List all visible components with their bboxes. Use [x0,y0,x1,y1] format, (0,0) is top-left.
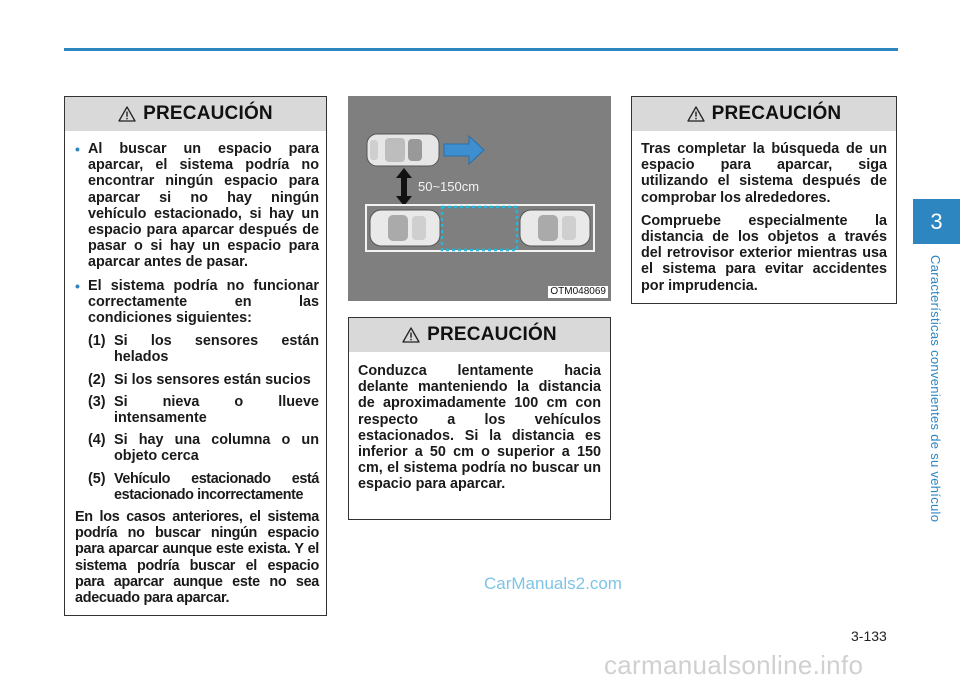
figure-code: OTM048069 [550,286,606,297]
condition-item [88,471,319,503]
condition-item [88,372,319,388]
precaution-title: PRECAUCIÓN [711,103,842,124]
condition-item [88,394,319,426]
moving-car-icon [367,134,439,166]
warning-triangle-icon [118,106,136,122]
precaution-body [349,352,610,493]
parking-search-figure [348,96,611,301]
condition-text: Vehículo estacionado está estacionado incorrectamente [114,470,319,503]
warning-triangle-icon [687,106,705,122]
precaution-header [349,318,610,352]
header-rule [64,48,898,51]
precaution-closing-text: En los casos anteriores, el sistema podría no buscar ningún espacio para aparcar aunque este exista. Y el sistema podría buscar el espacio para aparcar aunque este no sea adecuado para aparcar. [75,509,319,607]
precaution-body [65,131,326,606]
bullet-dot-icon: • [75,141,80,157]
bullet-item [75,278,319,327]
condition-number: (2) [88,371,106,388]
condition-text: Si nieva o llueve intensamente [114,393,319,427]
condition-number: (4) [88,432,106,449]
condition-item [88,333,319,365]
condition-number: (5) [88,470,106,487]
bullet-dot-icon: • [75,277,80,294]
precaution-box-right [631,96,897,304]
condition-number: (3) [88,393,106,410]
free-space-outline [442,207,517,250]
precaution-text: Tras completar la búsqueda de un espacio para aparcar, siga utilizando el sistema después de comprobar los alrededores. [641,141,887,206]
chapter-title: Características convenientes de su vehículo [927,255,943,523]
condition-text: Si los sensores están helados [114,333,319,366]
precaution-header [65,97,326,131]
chapter-tab: 3 [913,199,960,244]
watermark: CarManuals2.com [484,574,622,593]
bullet-text: Al buscar un espacio para aparcar, el sistema podría no encontrar ningún espacio para aparcar si no hay ningún vehículo estacionado, si hay un espacio para aparcar después de pasar o si hay un espacio para aparcar antes de pasar. [88,141,319,271]
condition-number: (1) [88,333,106,350]
chapter-side-label [927,255,943,545]
condition-text: Si los sensores están sucios [114,371,311,388]
condition-item [88,432,319,464]
condition-text: Si hay una columna o un objeto cerca [114,432,319,465]
precaution-text: Conduzca lentamente hacia delante manteniendo la distancia de aproximadamente 100 cm con respecto a los vehículos estacionados. Si la distancia es inferior a 50 cm o superior a 150 cm, el sistema podría no buscar un espacio para aparcar. [358,363,601,493]
page-number: 3-133 [851,628,887,644]
bullet-item [75,141,319,271]
parking-illustration [348,96,611,301]
precaution-title: PRECAUCIÓN [143,103,273,124]
distance-label: 50~150cm [418,179,480,194]
parked-car-right-icon [520,210,590,246]
distance-arrow-icon [396,168,412,206]
precaution-text: Compruebe especialmente la distancia de los objetos a través del retrovisor exterior mientras usa el sistema para evitar accidentes por imprudencia. [641,212,887,294]
precaution-box-middle [348,317,611,520]
bullet-text: El sistema podría no funcionar correctamente en las condiciones siguientes: [88,277,319,327]
precaution-box-left [64,96,327,616]
footer-watermark: carmanualsonline.info [604,650,864,677]
warning-triangle-icon [402,327,420,343]
forward-arrow-icon [444,136,484,164]
precaution-body [632,131,896,294]
precaution-header [632,97,896,131]
precaution-title: PRECAUCIÓN [427,324,557,345]
parked-car-left-icon [370,210,440,246]
